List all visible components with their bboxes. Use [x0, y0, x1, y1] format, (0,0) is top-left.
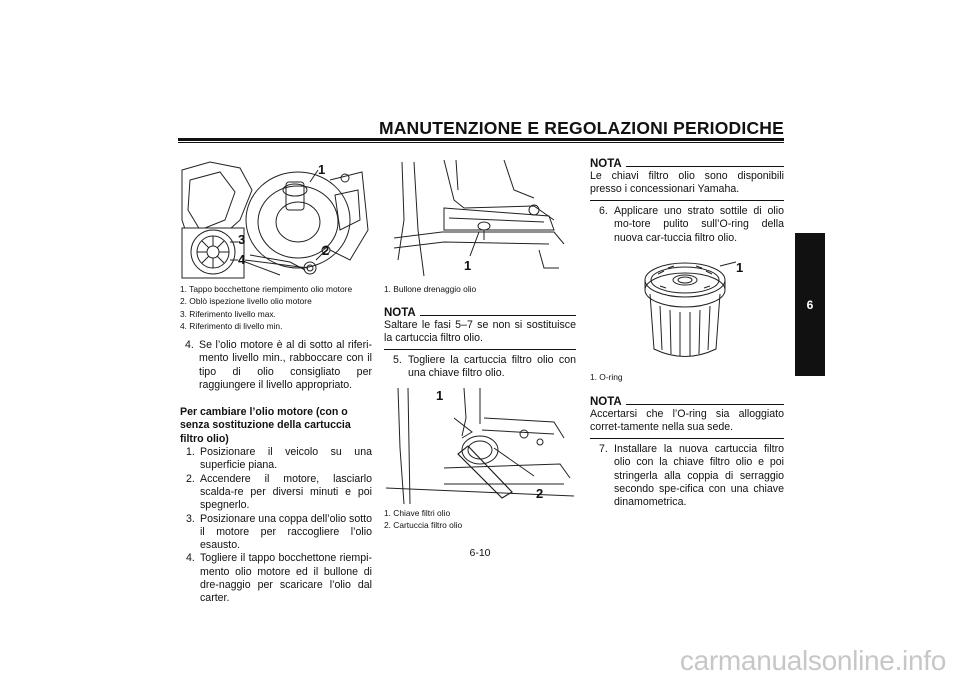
drain-bolt-illustration	[384, 160, 576, 278]
nota-rule-top	[626, 166, 784, 167]
page-number: 6-10	[469, 547, 491, 559]
step-item	[590, 205, 784, 245]
nota-text: Accertarsi che l’O-ring sia alloggiato corret-tamente nella sua sede.	[590, 408, 784, 434]
nota-text: Saltare le fasi 5–7 se non si sostituisce la cartuccia filtro olio.	[384, 319, 576, 345]
figure-callout-1: 1	[318, 162, 326, 177]
watermark-link[interactable]: carmanualsonline.info	[679, 645, 946, 676]
step-text: Accendere il motore, lasciarlo scalda-re per diversi minuti e poi spegnerlo.	[200, 472, 372, 512]
caption-item: 2. Oblò ispezione livello olio motore	[180, 296, 312, 307]
nota-box-1	[384, 307, 576, 350]
oil-filter-wrench-figure	[384, 388, 576, 504]
nota-rule-bottom	[590, 438, 784, 439]
nota-rule-top	[626, 404, 784, 405]
engine-oil-level-figure	[180, 160, 370, 280]
nota-title	[590, 158, 784, 170]
nota-box-2	[590, 158, 784, 201]
step-number: 1.	[186, 446, 195, 459]
step-item	[384, 354, 576, 381]
header-rule	[178, 138, 784, 141]
nota-title	[590, 396, 784, 408]
header-rule-thin	[178, 142, 784, 143]
figure-caption-oring: 1. O-ring	[590, 372, 623, 382]
step-number: 2.	[186, 472, 195, 485]
step-text: Se l’olio motore è al di sotto al riferi-mento livello min., rabboccare con il tipo di olio consigliato per raggiungere il livello appropriato.	[199, 339, 372, 391]
step-text: Togliere il tappo bocchettone riempi-mento olio motore ed il bullone di dre-naggio per scaricare l’olio dal carter.	[200, 552, 372, 605]
figure-callout-2: 2	[536, 486, 544, 501]
caption-item: 1. Tappo bocchettone riempimento olio motore	[180, 284, 353, 294]
nota-text: Le chiavi filtro olio sono disponibili presso i concessionari Yamaha.	[590, 170, 784, 196]
section-heading: Per cambiare l’olio motore (con o senza sostituzione della cartuccia filtro olio)	[180, 406, 351, 445]
oil-filter-wrench-illustration	[384, 388, 576, 504]
nota-label: NOTA	[590, 158, 622, 170]
step-6	[590, 205, 784, 245]
step-text: Posizionare una coppa dell’olio sotto il motore per raccogliere l’olio esausto.	[200, 512, 372, 552]
figure-callout-3: 3	[238, 232, 246, 247]
figure-caption-drain-bolt: 1. Bullone drenaggio olio	[384, 284, 477, 294]
nota-title	[384, 307, 576, 319]
step-text: Installare la nuova cartuccia filtro olio con la chiave filtro olio e poi stringerla alla coppia di serraggio secondo spe-cifica con una chiave dinamometrica.	[614, 443, 784, 509]
step-number: 4.	[186, 552, 195, 565]
figure-callout-1: 1	[436, 388, 444, 403]
step-number: 6.	[599, 205, 608, 217]
step-4-check	[180, 339, 372, 392]
figure-callout-2: 2	[322, 243, 330, 258]
nota-rule-top	[420, 315, 576, 316]
oil-filter-figure	[640, 254, 744, 364]
figure-callout-1: 1	[736, 260, 744, 275]
step-text: Posizionare il veicolo su una superficie piana.	[200, 446, 372, 472]
engine-oil-level-illustration	[180, 160, 370, 280]
oil-filter-cartridge-illustration	[640, 254, 740, 364]
step-number: 4.	[185, 339, 194, 351]
nota-rule-bottom	[384, 349, 576, 350]
column-1-text	[180, 339, 372, 606]
nota-box-3	[590, 396, 784, 439]
figure-callout-4: 4	[238, 252, 246, 267]
figure-captions-col2	[384, 507, 462, 532]
step-item	[590, 443, 784, 509]
nota-rule-bottom	[590, 200, 784, 201]
step-number: 3.	[186, 512, 195, 525]
nota-label: NOTA	[384, 307, 416, 319]
step-item	[180, 446, 372, 473]
page-header-title: MANUTENZIONE E REGOLAZIONI PERIODICHE	[378, 118, 784, 138]
step-5	[384, 354, 576, 381]
step-item	[180, 473, 372, 513]
nota-label: NOTA	[590, 396, 622, 408]
step-text: Togliere la cartuccia filtro olio con una chiave filtro olio.	[408, 354, 576, 380]
step-7	[590, 443, 784, 509]
figure-callout-1: 1	[464, 258, 472, 273]
chapter-tab: 6	[795, 233, 825, 376]
drain-bolt-figure	[384, 160, 576, 278]
caption-item: 4. Riferimento di livello min.	[180, 321, 283, 332]
step-text: Applicare uno strato sottile di olio mo-tore pulito sull’O-ring della nuova car-tuccia filtro olio.	[614, 205, 784, 244]
step-number: 5.	[393, 354, 402, 366]
caption-item: 3. Riferimento livello max.	[180, 308, 276, 319]
caption-item: 2. Cartuccia filtro olio	[384, 520, 463, 531]
figure-captions-col1	[180, 283, 372, 333]
step-number: 7.	[599, 443, 608, 455]
step-item	[180, 552, 372, 605]
caption-item: 1. Chiave filtri olio	[384, 508, 451, 518]
